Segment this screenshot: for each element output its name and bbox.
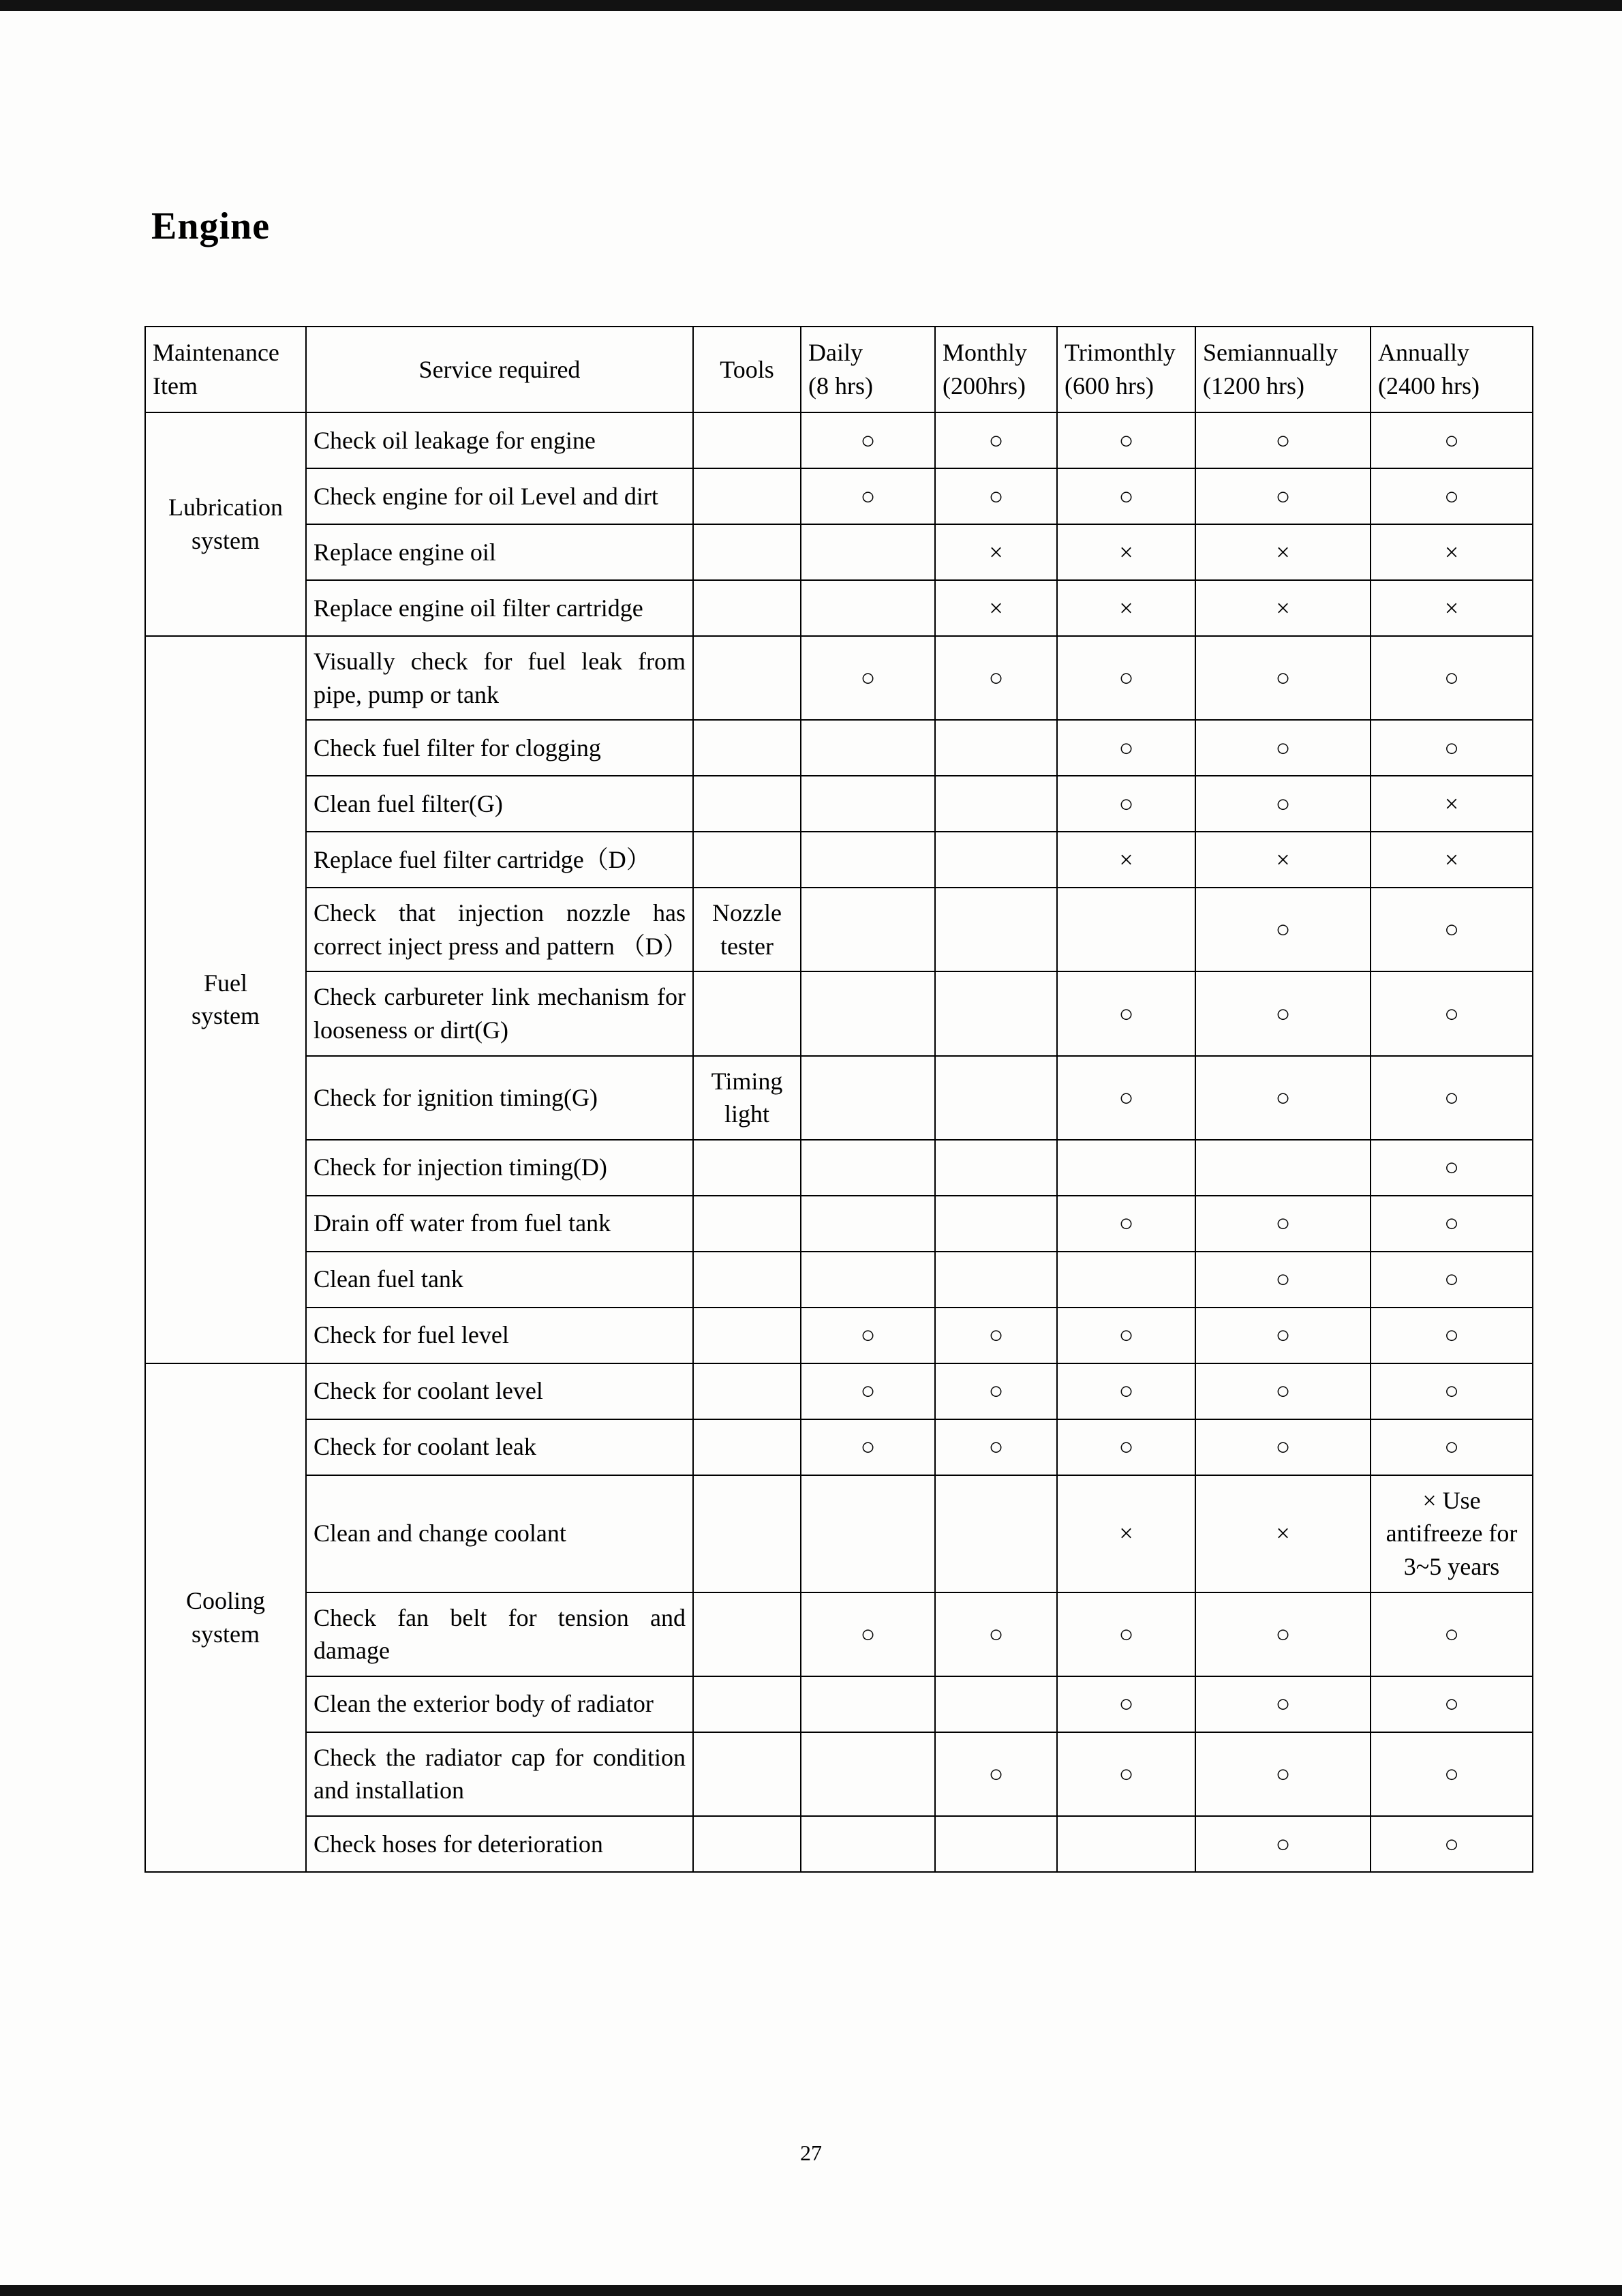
maintenance-item-cell <box>145 1363 306 1872</box>
circle-mark-cell: ○ <box>1371 1140 1533 1196</box>
circle-mark-cell: ○ <box>1057 1363 1195 1419</box>
cross-mark-cell: × <box>1195 1475 1371 1592</box>
column-header-line: Tools <box>720 355 774 383</box>
table-row <box>145 636 1533 720</box>
tools-cell <box>693 776 801 832</box>
tools-cell <box>693 1676 801 1732</box>
circle-mark-cell: ○ <box>1371 1363 1533 1419</box>
circle-mark-cell: ○ <box>1057 1056 1195 1140</box>
tools-cell <box>693 1732 801 1816</box>
circle-mark-cell: ○ <box>1371 971 1533 1055</box>
cross-mark-cell: × <box>1057 1475 1195 1592</box>
circle-mark-cell: ○ <box>1195 468 1371 524</box>
column-header-line: (8 hrs) <box>808 372 873 399</box>
circle-mark-cell: ○ <box>1195 776 1371 832</box>
circle-mark-cell: ○ <box>1057 1308 1195 1363</box>
circle-mark-cell: ○ <box>1371 412 1533 468</box>
column-header-line: Annually <box>1378 339 1469 367</box>
service-required-cell: Replace engine oil <box>306 524 693 580</box>
cross-mark-cell: × <box>1195 580 1371 636</box>
empty-mark-cell <box>935 1676 1057 1732</box>
circle-mark-cell: ○ <box>1371 888 1533 971</box>
empty-mark-cell <box>935 1056 1057 1140</box>
table-row <box>145 1732 1533 1816</box>
empty-mark-cell <box>1195 1140 1371 1196</box>
service-required-cell: Clean and change coolant <box>306 1475 693 1592</box>
service-required-cell: Check fuel filter for clogging <box>306 720 693 776</box>
scan-edge-top <box>0 0 1622 11</box>
cross-mark-cell: × <box>1057 524 1195 580</box>
tools-cell <box>693 1140 801 1196</box>
column-header-line: Service required <box>418 355 581 383</box>
circle-mark-cell: ○ <box>935 1419 1057 1475</box>
tools-cell <box>693 1475 801 1592</box>
empty-mark-cell <box>801 1196 935 1252</box>
cross-mark-cell: × <box>1057 832 1195 888</box>
circle-mark-cell: ○ <box>1371 1676 1533 1732</box>
cross-mark-cell: × <box>1057 580 1195 636</box>
maintenance-item-line: system <box>191 527 260 554</box>
tools-cell <box>693 1419 801 1475</box>
circle-mark-cell: ○ <box>1371 1592 1533 1676</box>
column-header-line: Item <box>153 372 198 399</box>
empty-mark-cell <box>801 888 935 971</box>
empty-mark-cell <box>801 720 935 776</box>
circle-mark-cell: ○ <box>1195 412 1371 468</box>
circle-mark-cell: ○ <box>1195 1592 1371 1676</box>
empty-mark-cell <box>801 1056 935 1140</box>
empty-mark-cell <box>801 776 935 832</box>
maintenance-item-line: system <box>191 1002 260 1030</box>
service-required-cell: Check oil leakage for engine <box>306 412 693 468</box>
service-required-cell: Clean fuel tank <box>306 1252 693 1308</box>
circle-mark-cell: ○ <box>1371 1419 1533 1475</box>
tools-cell <box>693 1308 801 1363</box>
empty-mark-cell <box>935 1475 1057 1592</box>
circle-mark-cell: ○ <box>1195 1419 1371 1475</box>
circle-mark-cell: ○ <box>935 1592 1057 1676</box>
maintenance-item-line: Cooling <box>185 1587 265 1615</box>
table-row <box>145 412 1533 468</box>
circle-mark-cell: ○ <box>1057 1676 1195 1732</box>
cross-mark-cell: × <box>935 580 1057 636</box>
column-header-line: (200hrs) <box>943 372 1026 399</box>
maintenance-item-line: system <box>191 1620 260 1648</box>
circle-mark-cell: ○ <box>1195 636 1371 720</box>
column-header <box>693 327 801 412</box>
table-row <box>145 1419 1533 1475</box>
table-row <box>145 1196 1533 1252</box>
empty-mark-cell <box>935 971 1057 1055</box>
empty-mark-cell <box>801 1252 935 1308</box>
circle-mark-cell: ○ <box>935 1732 1057 1816</box>
circle-mark-cell: ○ <box>935 412 1057 468</box>
page-number: 27 <box>800 2141 822 2165</box>
tools-cell <box>693 412 801 468</box>
circle-mark-cell: ○ <box>935 636 1057 720</box>
empty-mark-cell <box>935 1252 1057 1308</box>
empty-mark-cell <box>801 971 935 1055</box>
tools-cell <box>693 1252 801 1308</box>
table-body <box>145 412 1533 1872</box>
circle-mark-cell: ○ <box>801 412 935 468</box>
maintenance-item-cell <box>145 412 306 636</box>
tools-cell <box>693 720 801 776</box>
empty-mark-cell <box>935 1140 1057 1196</box>
circle-mark-cell: ○ <box>1371 1056 1533 1140</box>
empty-mark-cell <box>801 832 935 888</box>
table-row <box>145 1475 1533 1592</box>
table-row <box>145 1676 1533 1732</box>
column-header-line: (1200 hrs) <box>1203 372 1304 399</box>
table-row <box>145 1252 1533 1308</box>
service-required-cell: Check for fuel level <box>306 1308 693 1363</box>
table-row <box>145 971 1533 1055</box>
empty-mark-cell <box>935 1816 1057 1872</box>
table-row <box>145 580 1533 636</box>
empty-mark-cell <box>935 832 1057 888</box>
tools-cell <box>693 971 801 1055</box>
tools-cell <box>693 1196 801 1252</box>
circle-mark-cell: ○ <box>801 1592 935 1676</box>
circle-mark-cell: ○ <box>1371 720 1533 776</box>
circle-mark-cell: ○ <box>1057 468 1195 524</box>
service-required-cell: Check fan belt for tension and damage <box>306 1592 693 1676</box>
empty-mark-cell <box>1057 1816 1195 1872</box>
tools-cell: Timing light <box>693 1056 801 1140</box>
cross-mark-cell: × <box>935 524 1057 580</box>
column-header <box>1057 327 1195 412</box>
empty-mark-cell <box>1057 1252 1195 1308</box>
cross-mark-cell: × <box>1195 524 1371 580</box>
table-row <box>145 468 1533 524</box>
service-required-cell: Visually check for fuel leak from pipe, pump or tank <box>306 636 693 720</box>
maintenance-item-cell <box>145 636 306 1363</box>
circle-mark-cell: ○ <box>1195 1732 1371 1816</box>
circle-mark-cell: ○ <box>801 1419 935 1475</box>
tools-cell <box>693 1816 801 1872</box>
table-row <box>145 1363 1533 1419</box>
table-row <box>145 1308 1533 1363</box>
tools-cell <box>693 524 801 580</box>
circle-mark-cell: ○ <box>1195 1363 1371 1419</box>
column-header-line: Trimonthly <box>1065 339 1176 367</box>
column-header <box>1371 327 1533 412</box>
service-required-cell: Drain off water from fuel tank <box>306 1196 693 1252</box>
table-row <box>145 1592 1533 1676</box>
circle-mark-cell: ○ <box>1057 1732 1195 1816</box>
service-required-cell: Check engine for oil Level and dirt <box>306 468 693 524</box>
empty-mark-cell <box>801 580 935 636</box>
cross-mark-cell: × <box>1371 776 1533 832</box>
empty-mark-cell <box>801 1816 935 1872</box>
circle-mark-cell: ○ <box>801 468 935 524</box>
empty-mark-cell <box>801 1475 935 1592</box>
circle-mark-cell: ○ <box>1057 776 1195 832</box>
column-header <box>145 327 306 412</box>
circle-mark-cell: ○ <box>1195 971 1371 1055</box>
column-header-line: Monthly <box>943 339 1028 367</box>
circle-mark-cell: ○ <box>1195 1308 1371 1363</box>
maintenance-item-line: Lubrication <box>168 494 283 522</box>
table-row <box>145 1140 1533 1196</box>
service-required-cell: Clean the exterior body of radiator <box>306 1676 693 1732</box>
circle-mark-cell: ○ <box>1057 1419 1195 1475</box>
tools-cell <box>693 468 801 524</box>
service-required-cell: Check for injection timing(D) <box>306 1140 693 1196</box>
circle-mark-cell: ○ <box>801 636 935 720</box>
circle-mark-cell: ○ <box>1371 1252 1533 1308</box>
empty-mark-cell <box>1057 888 1195 971</box>
cross-mark-cell: × <box>1371 524 1533 580</box>
column-header-line: Maintenance <box>153 339 279 367</box>
circle-mark-cell: ○ <box>1057 720 1195 776</box>
service-required-cell: Check that injection nozzle has correct inject press and pattern （D） <box>306 888 693 971</box>
empty-mark-cell <box>801 524 935 580</box>
table-row <box>145 1816 1533 1872</box>
circle-mark-cell: ○ <box>1195 1196 1371 1252</box>
tools-cell <box>693 636 801 720</box>
service-required-cell: Check for ignition timing(G) <box>306 1056 693 1140</box>
circle-mark-cell: ○ <box>1057 971 1195 1055</box>
table-row <box>145 524 1533 580</box>
maintenance-table <box>144 326 1533 1873</box>
column-header <box>306 327 693 412</box>
circle-mark-cell: ○ <box>1371 1308 1533 1363</box>
circle-mark-cell: ○ <box>1371 1732 1533 1816</box>
tools-cell <box>693 1592 801 1676</box>
empty-mark-cell <box>801 1140 935 1196</box>
maintenance-item-line: Fuel <box>203 969 247 997</box>
empty-mark-cell <box>801 1676 935 1732</box>
circle-mark-cell: ○ <box>801 1308 935 1363</box>
circle-mark-cell: ○ <box>1057 1196 1195 1252</box>
circle-mark-cell: ○ <box>1195 1816 1371 1872</box>
column-header <box>1195 327 1371 412</box>
empty-mark-cell <box>935 720 1057 776</box>
empty-mark-cell <box>935 776 1057 832</box>
cross-mark-cell: × Use antifreeze for 3~5 years <box>1371 1475 1533 1592</box>
empty-mark-cell <box>935 1196 1057 1252</box>
column-header-line: (600 hrs) <box>1065 372 1154 399</box>
table-row <box>145 720 1533 776</box>
table-row <box>145 1056 1533 1140</box>
circle-mark-cell: ○ <box>1371 1816 1533 1872</box>
circle-mark-cell: ○ <box>935 1363 1057 1419</box>
scan-edge-bottom <box>0 2285 1622 2296</box>
tools-cell <box>693 580 801 636</box>
service-required-cell: Check hoses for deterioration <box>306 1816 693 1872</box>
service-required-cell: Check for coolant level <box>306 1363 693 1419</box>
cross-mark-cell: × <box>1371 580 1533 636</box>
tools-cell <box>693 1363 801 1419</box>
empty-mark-cell <box>935 888 1057 971</box>
table-header-row <box>145 327 1533 412</box>
table-row <box>145 776 1533 832</box>
table-row <box>145 832 1533 888</box>
page-title: Engine <box>151 205 271 247</box>
circle-mark-cell: ○ <box>1057 636 1195 720</box>
circle-mark-cell: ○ <box>1195 1676 1371 1732</box>
cross-mark-cell: × <box>1371 832 1533 888</box>
table-row <box>145 888 1533 971</box>
circle-mark-cell: ○ <box>1195 888 1371 971</box>
column-header <box>801 327 935 412</box>
cross-mark-cell: × <box>1195 832 1371 888</box>
tools-cell <box>693 832 801 888</box>
circle-mark-cell: ○ <box>1195 1252 1371 1308</box>
circle-mark-cell: ○ <box>1195 1056 1371 1140</box>
tools-cell: Nozzle tester <box>693 888 801 971</box>
service-required-cell: Clean fuel filter(G) <box>306 776 693 832</box>
service-required-cell: Check the radiator cap for condition and installation <box>306 1732 693 1816</box>
circle-mark-cell: ○ <box>1371 1196 1533 1252</box>
circle-mark-cell: ○ <box>935 1308 1057 1363</box>
circle-mark-cell: ○ <box>1371 468 1533 524</box>
service-required-cell: Check for coolant leak <box>306 1419 693 1475</box>
column-header-line: Semiannually <box>1203 339 1338 367</box>
service-required-cell: Replace engine oil filter cartridge <box>306 580 693 636</box>
circle-mark-cell: ○ <box>1057 412 1195 468</box>
circle-mark-cell: ○ <box>1371 636 1533 720</box>
empty-mark-cell <box>1057 1140 1195 1196</box>
circle-mark-cell: ○ <box>1057 1592 1195 1676</box>
circle-mark-cell: ○ <box>935 468 1057 524</box>
service-required-cell: Replace fuel filter cartridge（D） <box>306 832 693 888</box>
column-header-line: (2400 hrs) <box>1378 372 1480 399</box>
circle-mark-cell: ○ <box>801 1363 935 1419</box>
column-header <box>935 327 1057 412</box>
service-required-cell: Check carbureter link mechanism for looseness or dirt(G) <box>306 971 693 1055</box>
circle-mark-cell: ○ <box>1195 720 1371 776</box>
column-header-line: Daily <box>808 339 863 367</box>
empty-mark-cell <box>801 1732 935 1816</box>
